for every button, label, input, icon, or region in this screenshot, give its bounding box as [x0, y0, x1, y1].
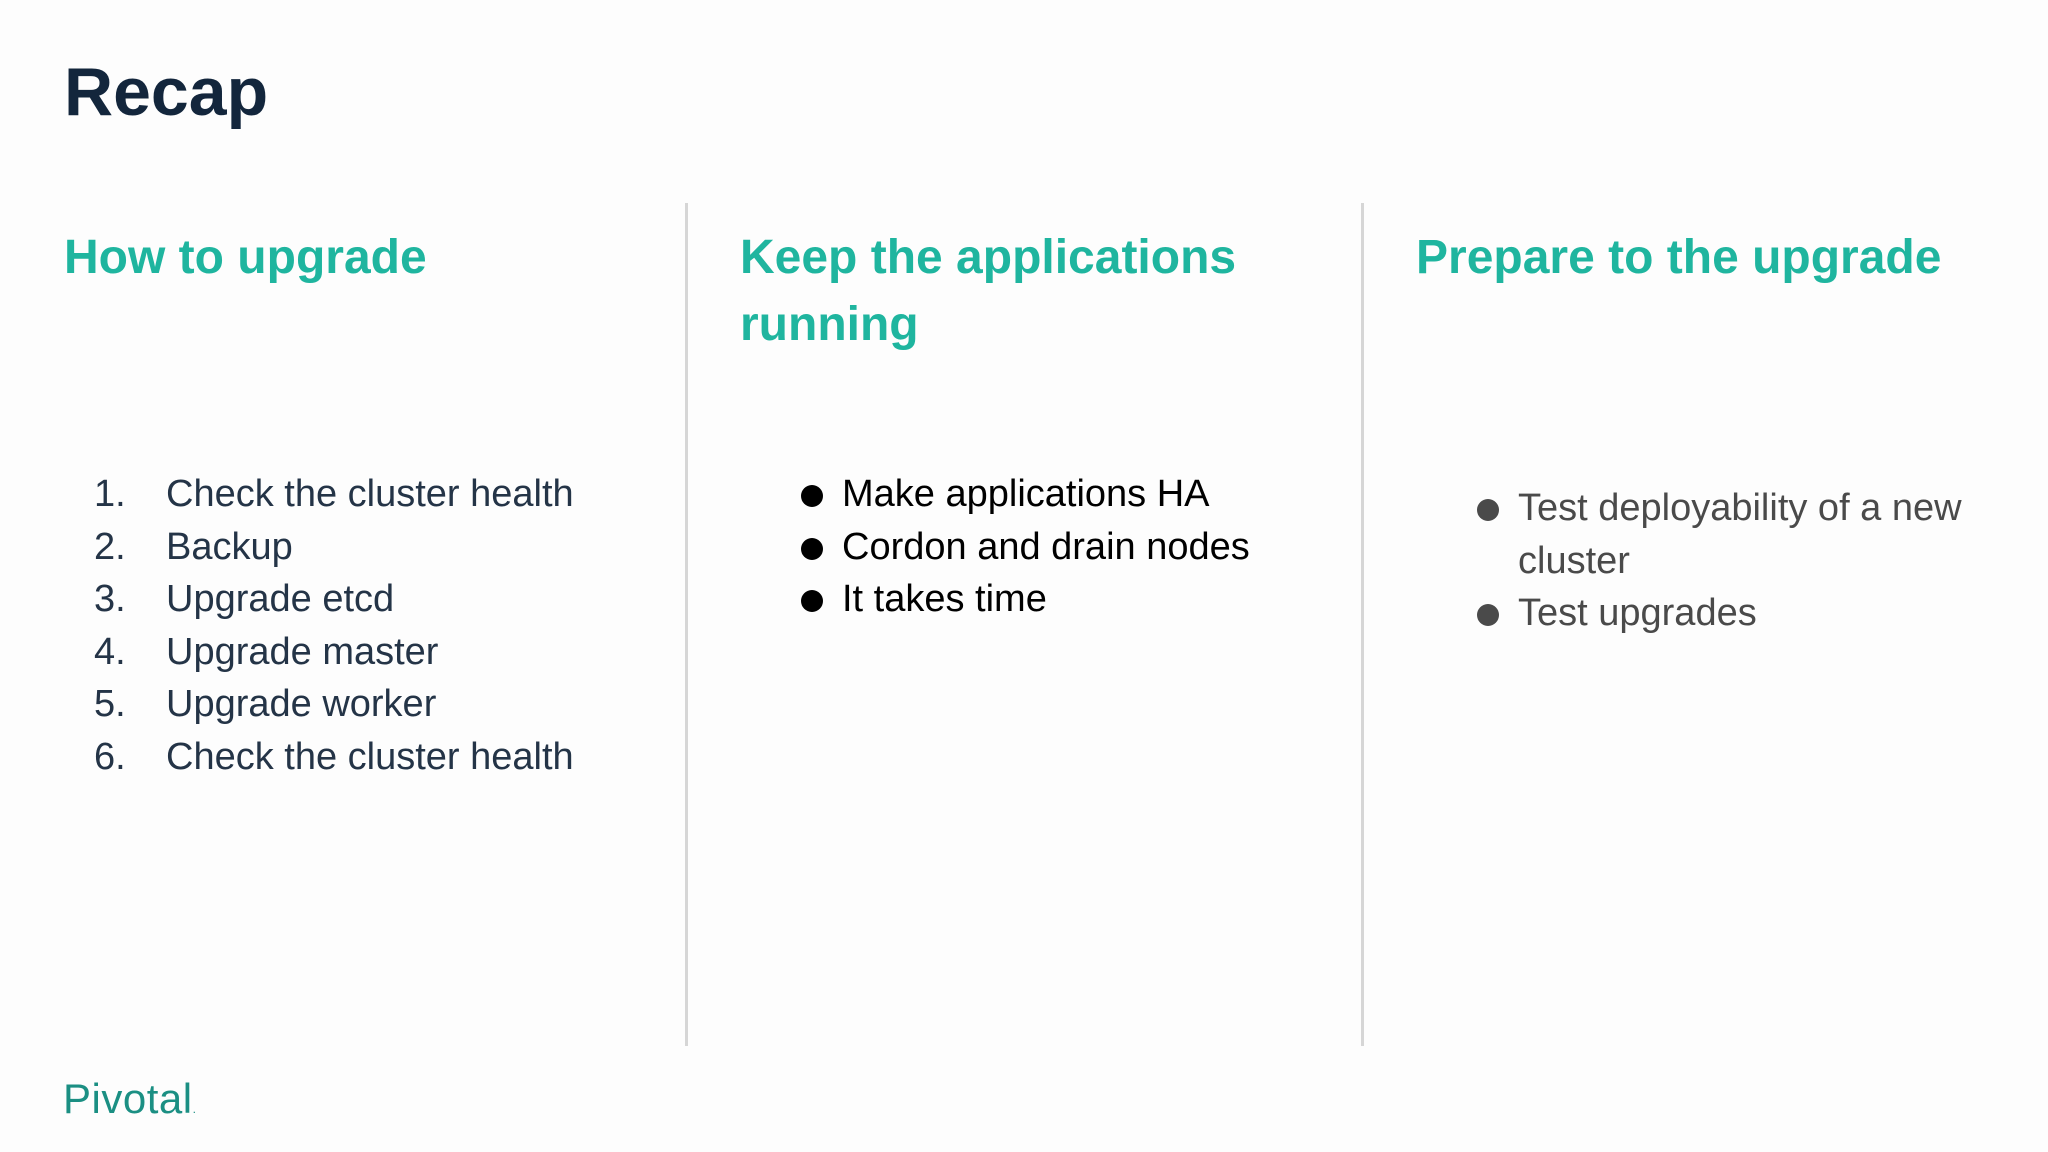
column-heading-how-to-upgrade: How to upgrade	[64, 231, 427, 284]
list-item	[94, 678, 674, 731]
list-item-text: Test upgrades	[1518, 592, 1757, 634]
list-item-text: Backup	[166, 525, 293, 568]
list-item	[94, 573, 674, 626]
bullet-icon	[801, 590, 823, 612]
list-number: 5.	[94, 683, 126, 725]
list-item	[1446, 587, 2006, 640]
list-number: 4.	[94, 630, 126, 673]
list-number: 6.	[94, 735, 126, 778]
list-item-text: Make applications HA	[842, 473, 1210, 515]
list-item-text: Check the cluster health	[166, 473, 574, 515]
column-heading-prepare-upgrade: Prepare to the upgrade	[1416, 231, 1942, 284]
list-item-text: Check the cluster health	[166, 735, 574, 778]
list-item	[770, 468, 1350, 521]
column-divider-2	[1361, 203, 1364, 1046]
list-item	[94, 468, 674, 521]
list-item-text: Upgrade worker	[166, 683, 437, 725]
list-item	[1446, 482, 2006, 587]
list-item-text: Upgrade etcd	[166, 578, 395, 620]
list-item-text: Test deployability of a new cluster	[1518, 487, 1962, 582]
prepare-upgrade-list	[1446, 482, 2006, 640]
column-divider-1	[685, 203, 688, 1046]
logo-mark: .	[192, 1102, 197, 1116]
list-item-text: It takes time	[842, 578, 1047, 620]
list-item	[94, 731, 674, 784]
list-item-text: Cordon and drain nodes	[842, 525, 1250, 568]
list-number: 1.	[94, 473, 126, 515]
list-number: 2.	[94, 525, 126, 568]
list-item	[94, 521, 674, 574]
pivotal-logo	[63, 1075, 197, 1122]
list-item-text: Upgrade master	[166, 630, 439, 673]
column-heading-keep-apps-running: Keep the applications running	[740, 231, 1237, 351]
upgrade-steps-list	[94, 468, 674, 783]
list-number: 3.	[94, 578, 126, 620]
list-item	[770, 521, 1350, 574]
slide-title: Recap	[64, 54, 269, 130]
list-item	[770, 573, 1350, 626]
bullet-icon	[1477, 604, 1499, 626]
logo-text: Pivotal	[63, 1075, 193, 1122]
bullet-icon	[801, 538, 823, 560]
list-item	[94, 626, 674, 679]
keep-running-list	[770, 468, 1350, 626]
bullet-icon	[1477, 499, 1499, 521]
bullet-icon	[801, 485, 823, 507]
